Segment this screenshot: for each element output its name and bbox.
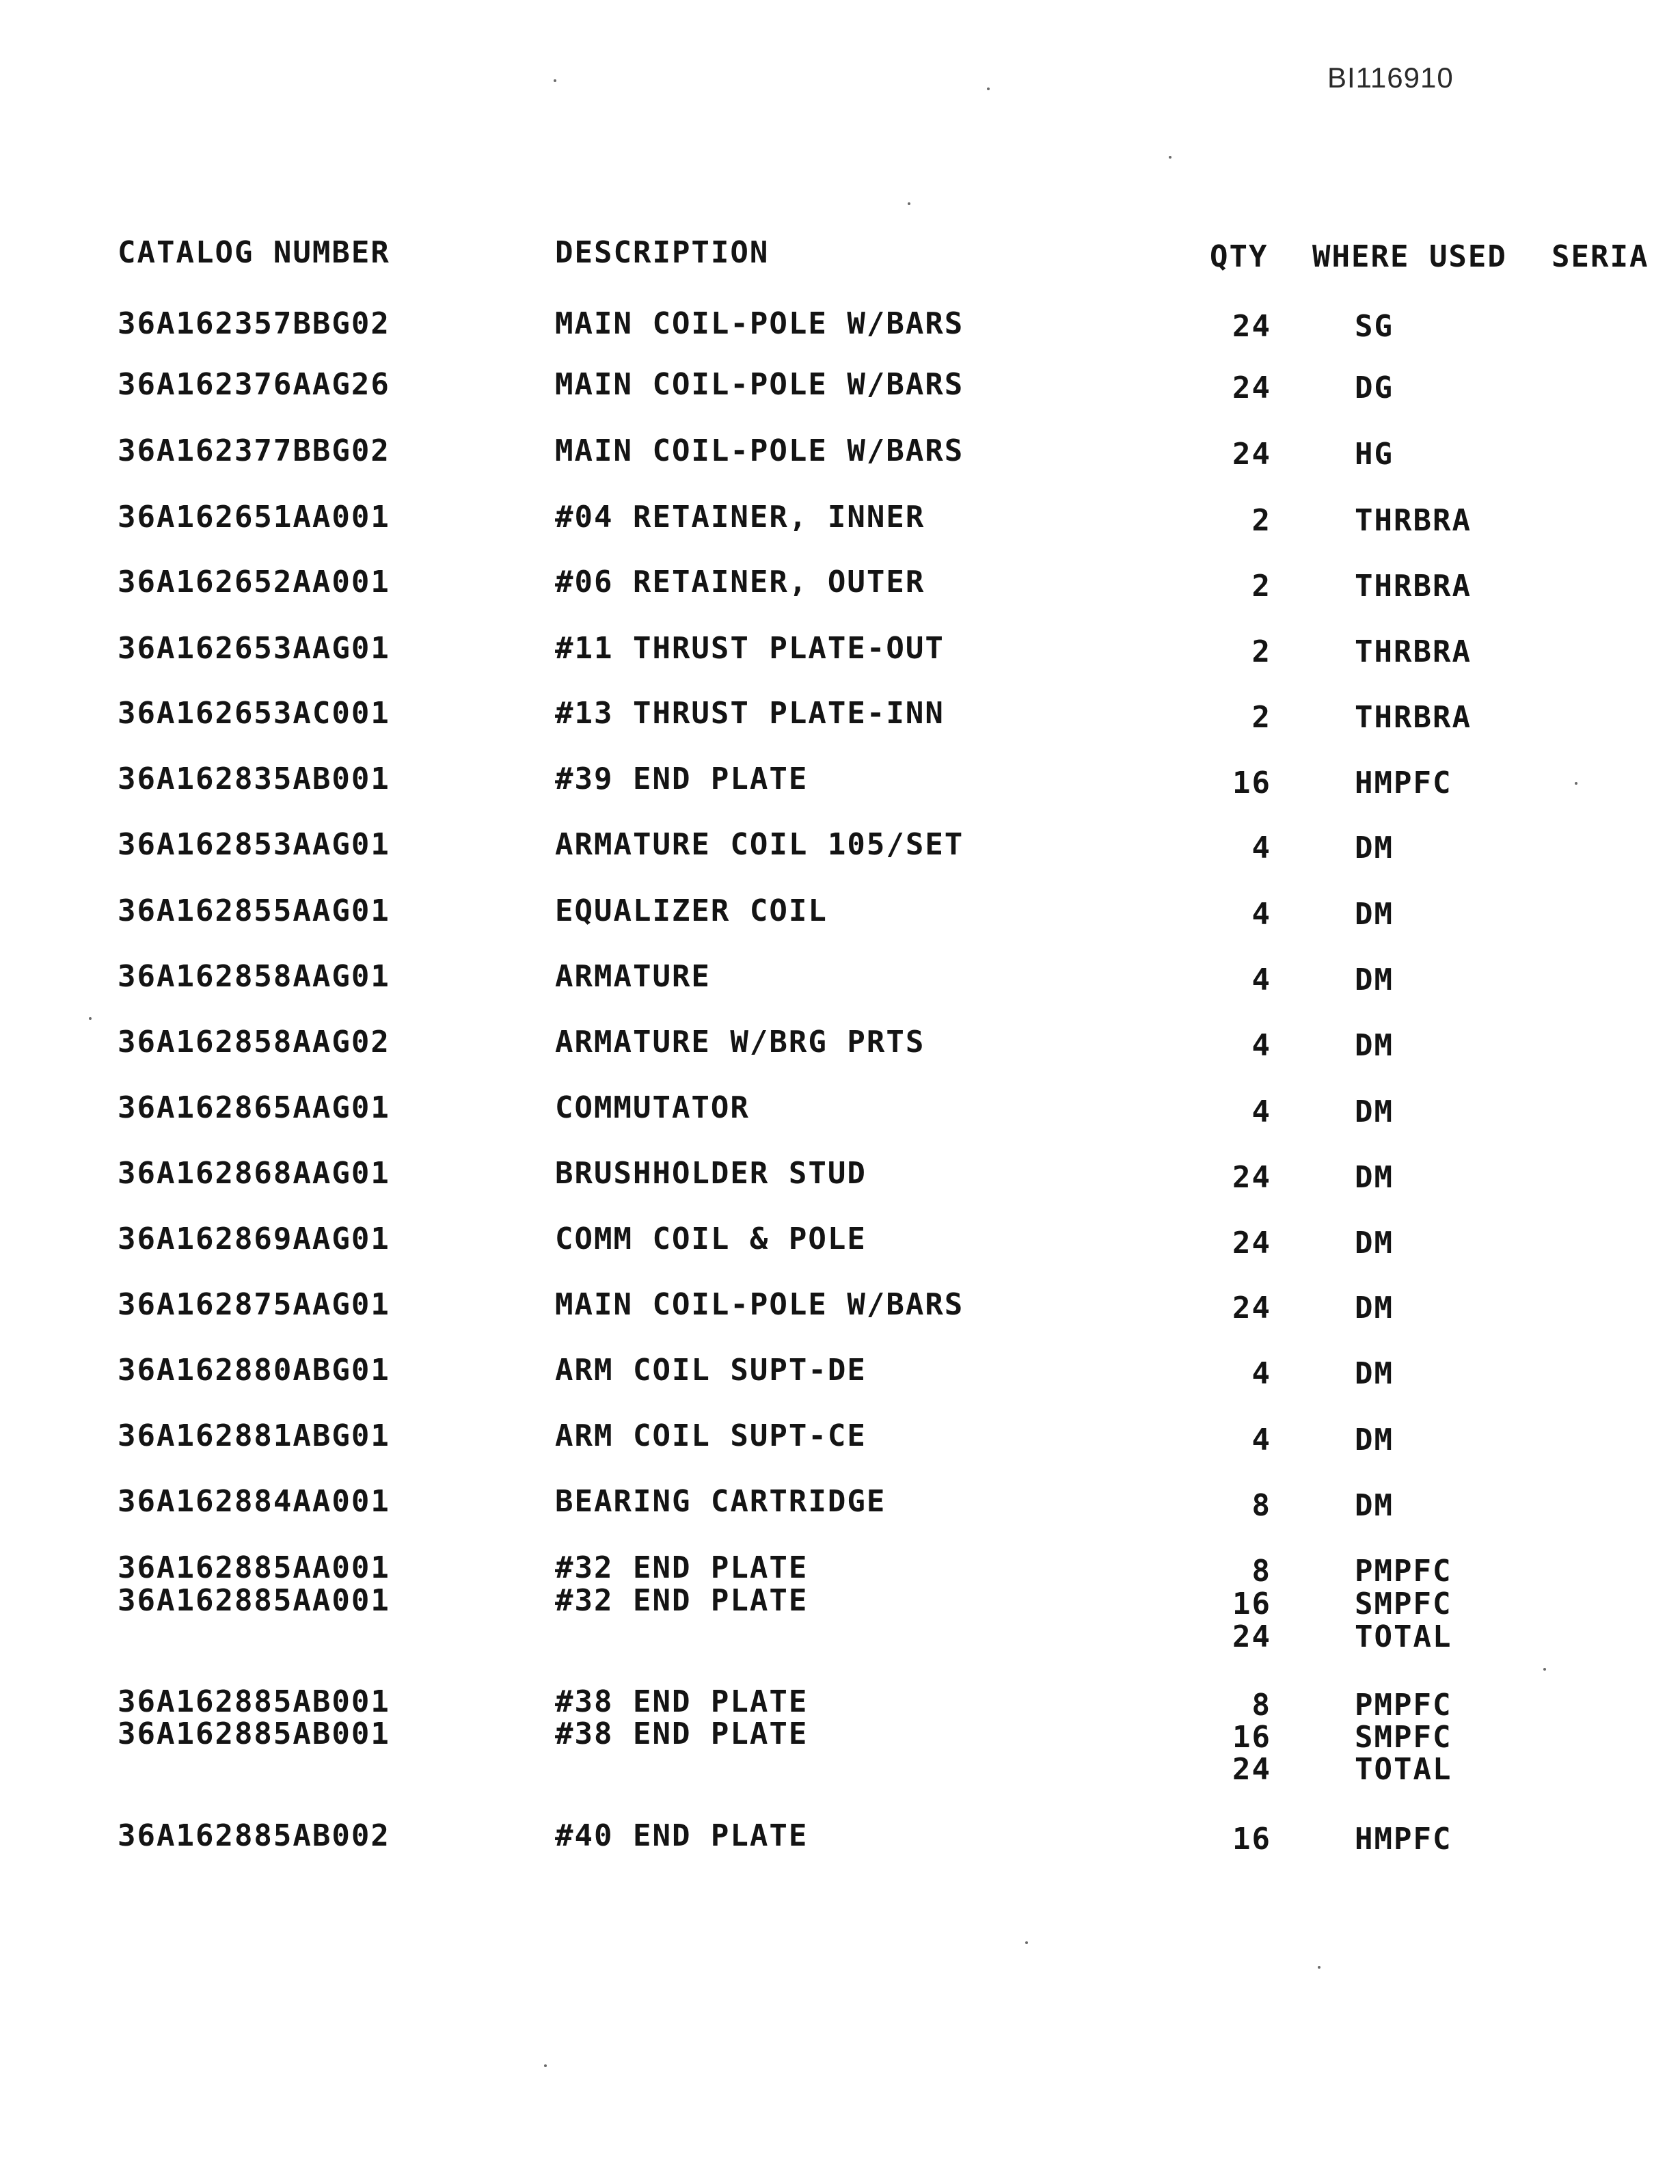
qty: 24 xyxy=(1232,437,1271,472)
noise-speck xyxy=(1025,1941,1028,1944)
description: #32 END PLATE xyxy=(555,1550,809,1585)
where-used: SMPFC xyxy=(1355,1720,1452,1755)
qty: 16 xyxy=(1232,1720,1271,1755)
where-used: DM xyxy=(1355,1356,1394,1391)
catalog-number: 36A162858AAG01 xyxy=(118,959,390,994)
description: #06 RETAINER, OUTER xyxy=(555,565,925,599)
where-used: DM xyxy=(1355,1094,1394,1129)
where-used: HMPFC xyxy=(1355,766,1452,800)
catalog-number: 36A162652AA001 xyxy=(118,565,390,599)
catalog-number: 36A162855AAG01 xyxy=(118,893,390,928)
where-used: DM xyxy=(1355,897,1394,932)
catalog-number: 36A162869AAG01 xyxy=(118,1222,390,1256)
catalog-number: 36A162885AB002 xyxy=(118,1818,390,1853)
catalog-number: 36A162868AAG01 xyxy=(118,1156,390,1191)
qty: 4 xyxy=(1251,897,1271,932)
description: #38 END PLATE xyxy=(555,1716,809,1751)
catalog-number: 36A162865AAG01 xyxy=(118,1090,390,1125)
qty-total: 24 xyxy=(1232,1752,1271,1787)
catalog-number: 36A162858AAG02 xyxy=(118,1025,390,1060)
noise-speck xyxy=(987,87,990,90)
description: BRUSHHOLDER STUD xyxy=(555,1156,867,1191)
qty: 2 xyxy=(1251,503,1271,538)
catalog-number: 36A162881ABG01 xyxy=(118,1418,390,1453)
catalog-number: 36A162377BBG02 xyxy=(118,433,390,468)
description: ARMATURE W/BRG PRTS xyxy=(555,1025,925,1060)
where-used: PMPFC xyxy=(1355,1554,1452,1589)
document-id: BI116910 xyxy=(1327,62,1454,94)
qty: 4 xyxy=(1251,1356,1271,1391)
description: ARMATURE xyxy=(555,959,711,994)
description: MAIN COIL-POLE W/BARS xyxy=(555,1287,964,1322)
description: #13 THRUST PLATE-INN xyxy=(555,696,945,731)
qty: 4 xyxy=(1251,831,1271,865)
qty: 24 xyxy=(1232,370,1271,405)
description: ARM COIL SUPT-DE xyxy=(555,1353,867,1388)
description: #38 END PLATE xyxy=(555,1684,809,1719)
total-label: TOTAL xyxy=(1355,1752,1452,1787)
catalog-number: 36A162885AB001 xyxy=(118,1684,390,1719)
noise-speck xyxy=(554,79,556,82)
qty: 2 xyxy=(1251,634,1271,669)
noise-speck xyxy=(89,1017,92,1020)
where-used: THRBRA xyxy=(1355,700,1472,735)
description: MAIN COIL-POLE W/BARS xyxy=(555,367,964,402)
total-label: TOTAL xyxy=(1355,1619,1452,1654)
catalog-number: 36A162880ABG01 xyxy=(118,1353,390,1388)
description: #39 END PLATE xyxy=(555,761,809,796)
where-used: THRBRA xyxy=(1355,569,1472,604)
header-catalog-number: CATALOG NUMBER xyxy=(118,235,390,270)
catalog-number: 36A162875AAG01 xyxy=(118,1287,390,1322)
qty-total: 24 xyxy=(1232,1619,1271,1654)
qty: 16 xyxy=(1232,1587,1271,1621)
qty: 16 xyxy=(1232,1822,1271,1857)
catalog-number: 36A162357BBG02 xyxy=(118,306,390,341)
catalog-number: 36A162653AAG01 xyxy=(118,631,390,666)
header-where-used: WHERE USED xyxy=(1312,239,1507,274)
qty: 4 xyxy=(1251,1028,1271,1063)
qty: 24 xyxy=(1232,1226,1271,1260)
qty: 4 xyxy=(1251,1094,1271,1129)
qty: 8 xyxy=(1251,1554,1271,1589)
catalog-number: 36A162885AB001 xyxy=(118,1716,390,1751)
noise-speck xyxy=(908,202,910,205)
qty: 24 xyxy=(1232,309,1271,344)
noise-speck xyxy=(1575,782,1577,785)
qty: 4 xyxy=(1251,1423,1271,1457)
description: ARMATURE COIL 105/SET xyxy=(555,827,964,862)
description: MAIN COIL-POLE W/BARS xyxy=(555,306,964,341)
where-used: DM xyxy=(1355,1488,1394,1523)
catalog-number: 36A162376AAG26 xyxy=(118,367,390,402)
qty: 4 xyxy=(1251,962,1271,997)
description: COMMUTATOR xyxy=(555,1090,750,1125)
where-used: DM xyxy=(1355,1160,1394,1195)
where-used: THRBRA xyxy=(1355,634,1472,669)
catalog-number: 36A162885AA001 xyxy=(118,1583,390,1618)
header-description: DESCRIPTION xyxy=(555,235,770,270)
catalog-number: 36A162884AA001 xyxy=(118,1484,390,1519)
where-used: DM xyxy=(1355,1028,1394,1063)
header-qty: QTY xyxy=(1210,239,1269,274)
qty: 2 xyxy=(1251,700,1271,735)
where-used: DM xyxy=(1355,962,1394,997)
noise-speck xyxy=(544,2064,547,2067)
catalog-number: 36A162885AA001 xyxy=(118,1550,390,1585)
where-used: DM xyxy=(1355,1423,1394,1457)
where-used: DM xyxy=(1355,831,1394,865)
catalog-number: 36A162835AB001 xyxy=(118,761,390,796)
description: #32 END PLATE xyxy=(555,1583,809,1618)
where-used: SMPFC xyxy=(1355,1587,1452,1621)
where-used: DM xyxy=(1355,1291,1394,1325)
qty: 8 xyxy=(1251,1688,1271,1723)
qty: 24 xyxy=(1232,1291,1271,1325)
where-used: DG xyxy=(1355,370,1394,405)
noise-speck xyxy=(1169,156,1171,159)
description: #40 END PLATE xyxy=(555,1818,809,1853)
where-used: HG xyxy=(1355,437,1394,472)
description: BEARING CARTRIDGE xyxy=(555,1484,886,1519)
catalog-number: 36A162653AC001 xyxy=(118,696,390,731)
description: EQUALIZER COIL xyxy=(555,893,828,928)
description: MAIN COIL-POLE W/BARS xyxy=(555,433,964,468)
catalog-number: 36A162853AAG01 xyxy=(118,827,390,862)
description: #11 THRUST PLATE-OUT xyxy=(555,631,945,666)
noise-speck xyxy=(1543,1668,1546,1671)
where-used: PMPFC xyxy=(1355,1688,1452,1723)
qty: 8 xyxy=(1251,1488,1271,1523)
where-used: HMPFC xyxy=(1355,1822,1452,1857)
qty: 24 xyxy=(1232,1160,1271,1195)
where-used: SG xyxy=(1355,309,1394,344)
noise-speck xyxy=(1318,1966,1320,1969)
description: ARM COIL SUPT-CE xyxy=(555,1418,867,1453)
where-used: THRBRA xyxy=(1355,503,1472,538)
catalog-number: 36A162651AA001 xyxy=(118,500,390,535)
description: COMM COIL & POLE xyxy=(555,1222,867,1256)
header-serial: SERIA xyxy=(1552,239,1649,274)
description: #04 RETAINER, INNER xyxy=(555,500,925,535)
qty: 2 xyxy=(1251,569,1271,604)
qty: 16 xyxy=(1232,766,1271,800)
where-used: DM xyxy=(1355,1226,1394,1260)
